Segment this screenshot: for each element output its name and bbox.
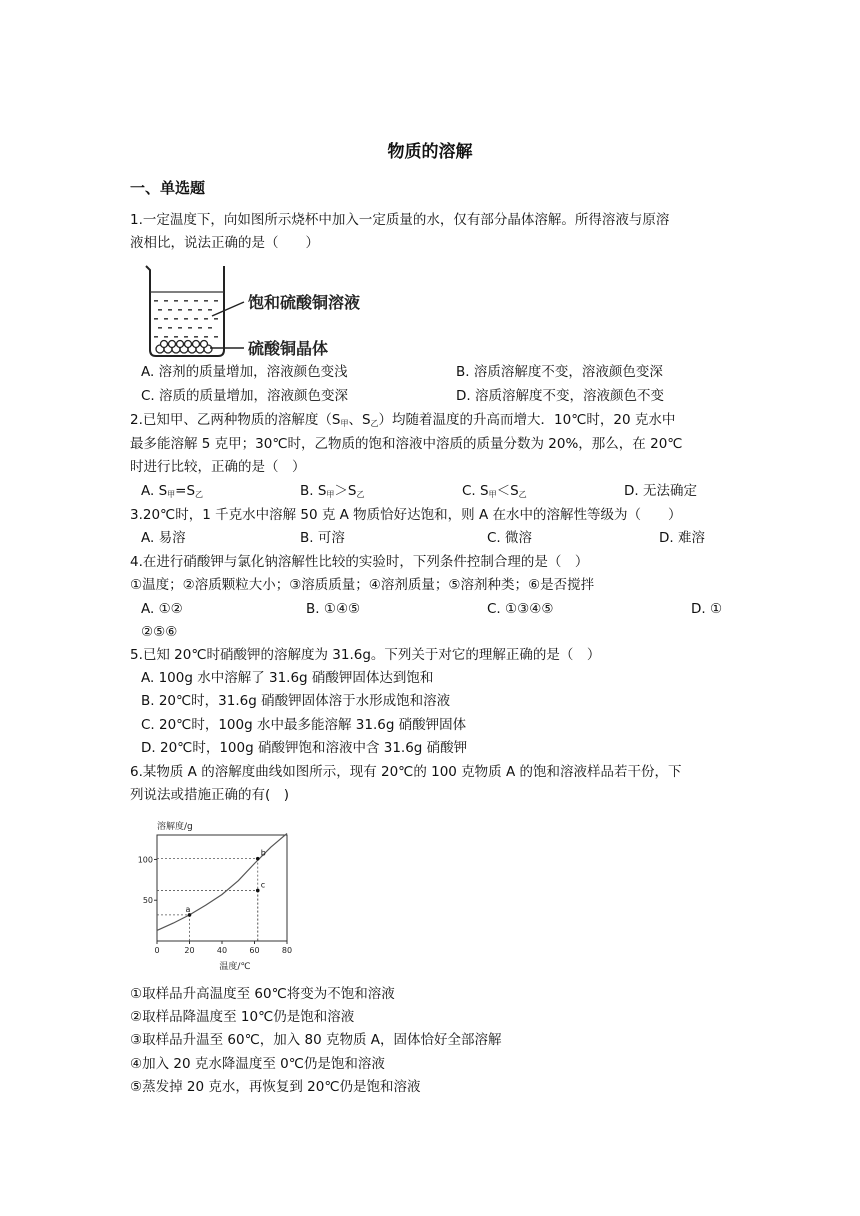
x-tick-label: 80	[281, 946, 293, 955]
solubility-chart	[135, 815, 305, 975]
q6-statement-2: ②取样品降温度至 10℃仍是饱和溶液	[130, 1009, 355, 1025]
q1-option-c: C. 溶质的质量增加，溶液颜色变深	[141, 388, 349, 404]
data-point	[256, 857, 260, 861]
chart-y-axis-label: 溶解度/g	[157, 822, 193, 832]
q5-stem: 5.已知 20℃时硝酸钾的溶解度为 31.6g。下列关于对它的理解正确的是（ ）	[130, 647, 601, 663]
q4-option-c: C. ①③④⑤	[487, 601, 554, 617]
q2-option-a: A. $S_甲=S_乙$	[141, 483, 204, 499]
q3-option-c: C. 微溶	[487, 530, 533, 546]
q5-option-a: A. 100g 水中溶解了 31.6g 硝酸钾固体达到饱和	[141, 670, 434, 686]
q6-stem-line2: 列说法或措施正确的有( )	[130, 787, 290, 803]
solubility-curve	[157, 833, 287, 930]
q1-stem-line1: 1.一定温度下，向如图所示烧杯中加入一定质量的水，仅有部分晶体溶解。所得溶液与原溶	[130, 212, 670, 228]
y-tick-label: 100	[137, 855, 153, 865]
q4-option-d: D. ①	[691, 601, 723, 617]
q6-statement-5: ⑤蒸发掉 20 克水，再恢复到 20℃仍是饱和溶液	[130, 1079, 421, 1095]
q6-stem-line1: 6.某物质 A 的溶解度曲线如图所示，现有 20℃的 100 克物质 A 的饱和溶液样品若干份，下	[130, 764, 682, 780]
chart-x-axis-label: 温度/℃	[219, 962, 251, 972]
q4-stem-line1: 4.在进行硝酸钾与氯化钠溶解性比较的实验时，下列条件控制合理的是（ ）	[130, 554, 589, 570]
q3-option-a: A. 易溶	[141, 530, 186, 546]
q4-option-a: A. ①②	[141, 601, 183, 617]
q1-stem-line2: 液相比，说法正确的是（ ）	[130, 235, 319, 251]
q2-stem-line2: 最多能溶解 5 克甲；30℃时，乙物质的饱和溶液中溶质的质量分数为 20%，那么，在 20℃	[130, 436, 683, 452]
q4-option-b: B. ①④⑤	[306, 601, 361, 617]
q4-stem-line2: ①温度；②溶质颗粒大小；③溶质质量；④溶剂质量；⑤溶剂种类；⑥是否搅拌	[130, 577, 595, 593]
q1-option-b: B. 溶质溶解度不变，溶液颜色变深	[456, 364, 663, 380]
x-tick-label: 60	[249, 946, 260, 955]
x-tick-label: 0	[154, 946, 160, 955]
q6-statement-1: ①取样品升高温度至 60℃将变为不饱和溶液	[130, 986, 395, 1002]
q5-option-b: B. 20℃时，31.6g 硝酸钾固体溶于水形成饱和溶液	[141, 693, 451, 709]
q2-option-b: B. $S_甲>S_乙$	[300, 483, 365, 499]
q3-option-d: D. 难溶	[659, 530, 705, 546]
q3-stem: 3.20℃时，1 千克水中溶解 50 克 A 物质恰好达饱和，则 A 在水中的溶解性等级为（ ）	[130, 507, 682, 523]
y-tick-label: 50	[142, 896, 153, 906]
q4-option-d-continued: ②⑤⑥	[141, 624, 178, 640]
data-point	[256, 889, 260, 893]
section-heading: 一、单选题	[130, 179, 206, 197]
x-tick-label: 40	[216, 946, 228, 955]
figure-label-solution: 饱和硫酸铜溶液	[248, 293, 361, 312]
q2-option-d: D. 无法确定	[624, 483, 697, 499]
page-title: 物质的溶解	[387, 142, 473, 162]
q2-stem-line3: 时进行比较，正确的是（ ）	[130, 459, 306, 475]
q2-stem-line1: 2.已知甲、乙两种物质的溶解度（$S_甲$、$S_乙$）均随着温度的升高而增大．10℃时，20 克水中	[130, 412, 676, 428]
q5-option-c: C. 20℃时，100g 水中最多能溶解 31.6g 硝酸钾固体	[141, 717, 467, 733]
point-label: c	[260, 880, 266, 890]
q2-option-c: C. $S_甲<S_乙$	[462, 483, 527, 499]
figure-label-crystal: 硫酸铜晶体	[248, 339, 329, 358]
x-tick-label: 20	[184, 946, 195, 955]
beaker-figure	[140, 260, 390, 360]
q3-option-b: B. 可溶	[300, 530, 345, 546]
q6-statement-4: ④加入 20 克水降温度至 0℃仍是饱和溶液	[130, 1056, 385, 1072]
q1-option-a: A. 溶剂的质量增加，溶液颜色变浅	[141, 364, 348, 380]
q1-option-d: D. 溶质溶解度不变，溶液颜色不变	[456, 388, 664, 404]
q5-option-d: D. 20℃时，100g 硝酸钾饱和溶液中含 31.6g 硝酸钾	[141, 740, 468, 756]
point-label: b	[260, 848, 266, 858]
q6-statement-3: ③取样品升温至 60℃，加入 80 克物质 A，固体恰好全部溶解	[130, 1032, 502, 1048]
point-label: a	[185, 904, 191, 914]
